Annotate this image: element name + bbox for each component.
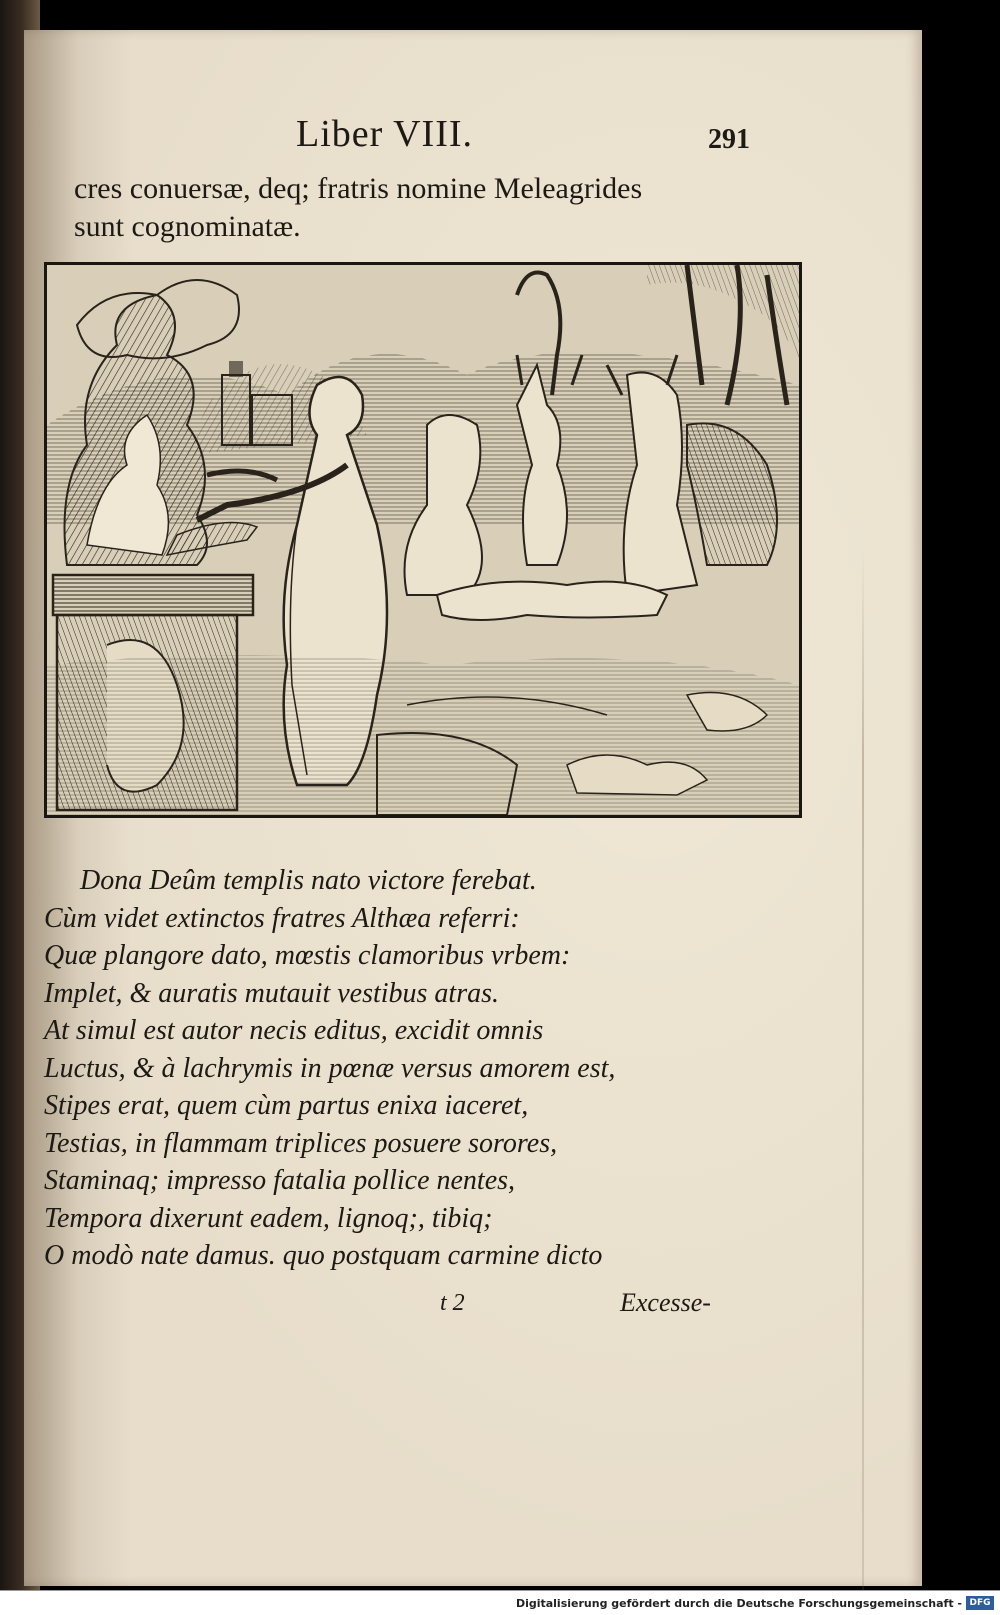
footer-credit: Digitalisierung gefördert durch die Deutsche Forschungsgemeinschaft - [515, 1597, 962, 1610]
digitization-footer [0, 1590, 1000, 1615]
woodcut-scene [47, 265, 799, 815]
verse-block [44, 862, 804, 1275]
verse-line: Cùm videt extinctos fratres Althæa referri: [44, 902, 520, 934]
verse-line: Stipes erat, quem cùm partus enixa iaceret, [44, 1090, 529, 1121]
woodcut-illustration [44, 262, 802, 818]
prose-line: cres conuersæ, deq; fratris nomine Meleagrides [74, 172, 643, 205]
verse-line: Quæ plangore dato, mœstis clamoribus vrbem: [44, 940, 571, 971]
signature-mark: t 2 [440, 1290, 465, 1316]
prose-block [74, 170, 794, 246]
verse-line: Tempora dixerunt eadem, lignoq;, tibiq; [44, 1202, 493, 1234]
verse-line: Staminaq; impresso fatalia pollice nentes, [44, 1165, 516, 1196]
dfg-logo-icon: DFG [966, 1596, 994, 1610]
running-title: Liber VIII. [296, 113, 474, 155]
verse-line: Dona Deûm templis nato victore ferebat. [80, 865, 537, 896]
verse-line: Luctus, & à lachrymis in pœnæ versus amorem est, [44, 1052, 616, 1084]
verse-line: Testias, in flammam triplices posuere sorores, [44, 1127, 558, 1159]
prose-line: sunt cognominatæ. [74, 210, 301, 243]
catchword: Excesse- [620, 1288, 711, 1317]
verse-line: O modò nate damus. quo postquam carmine dicto [44, 1240, 603, 1271]
page-number: 291 [708, 124, 750, 155]
verse-line: Implet, & auratis mutauit vestibus atras. [44, 977, 499, 1009]
verse-line: At simul est autor necis editus, excidit omnis [44, 1015, 544, 1046]
page-crease [862, 550, 864, 1590]
